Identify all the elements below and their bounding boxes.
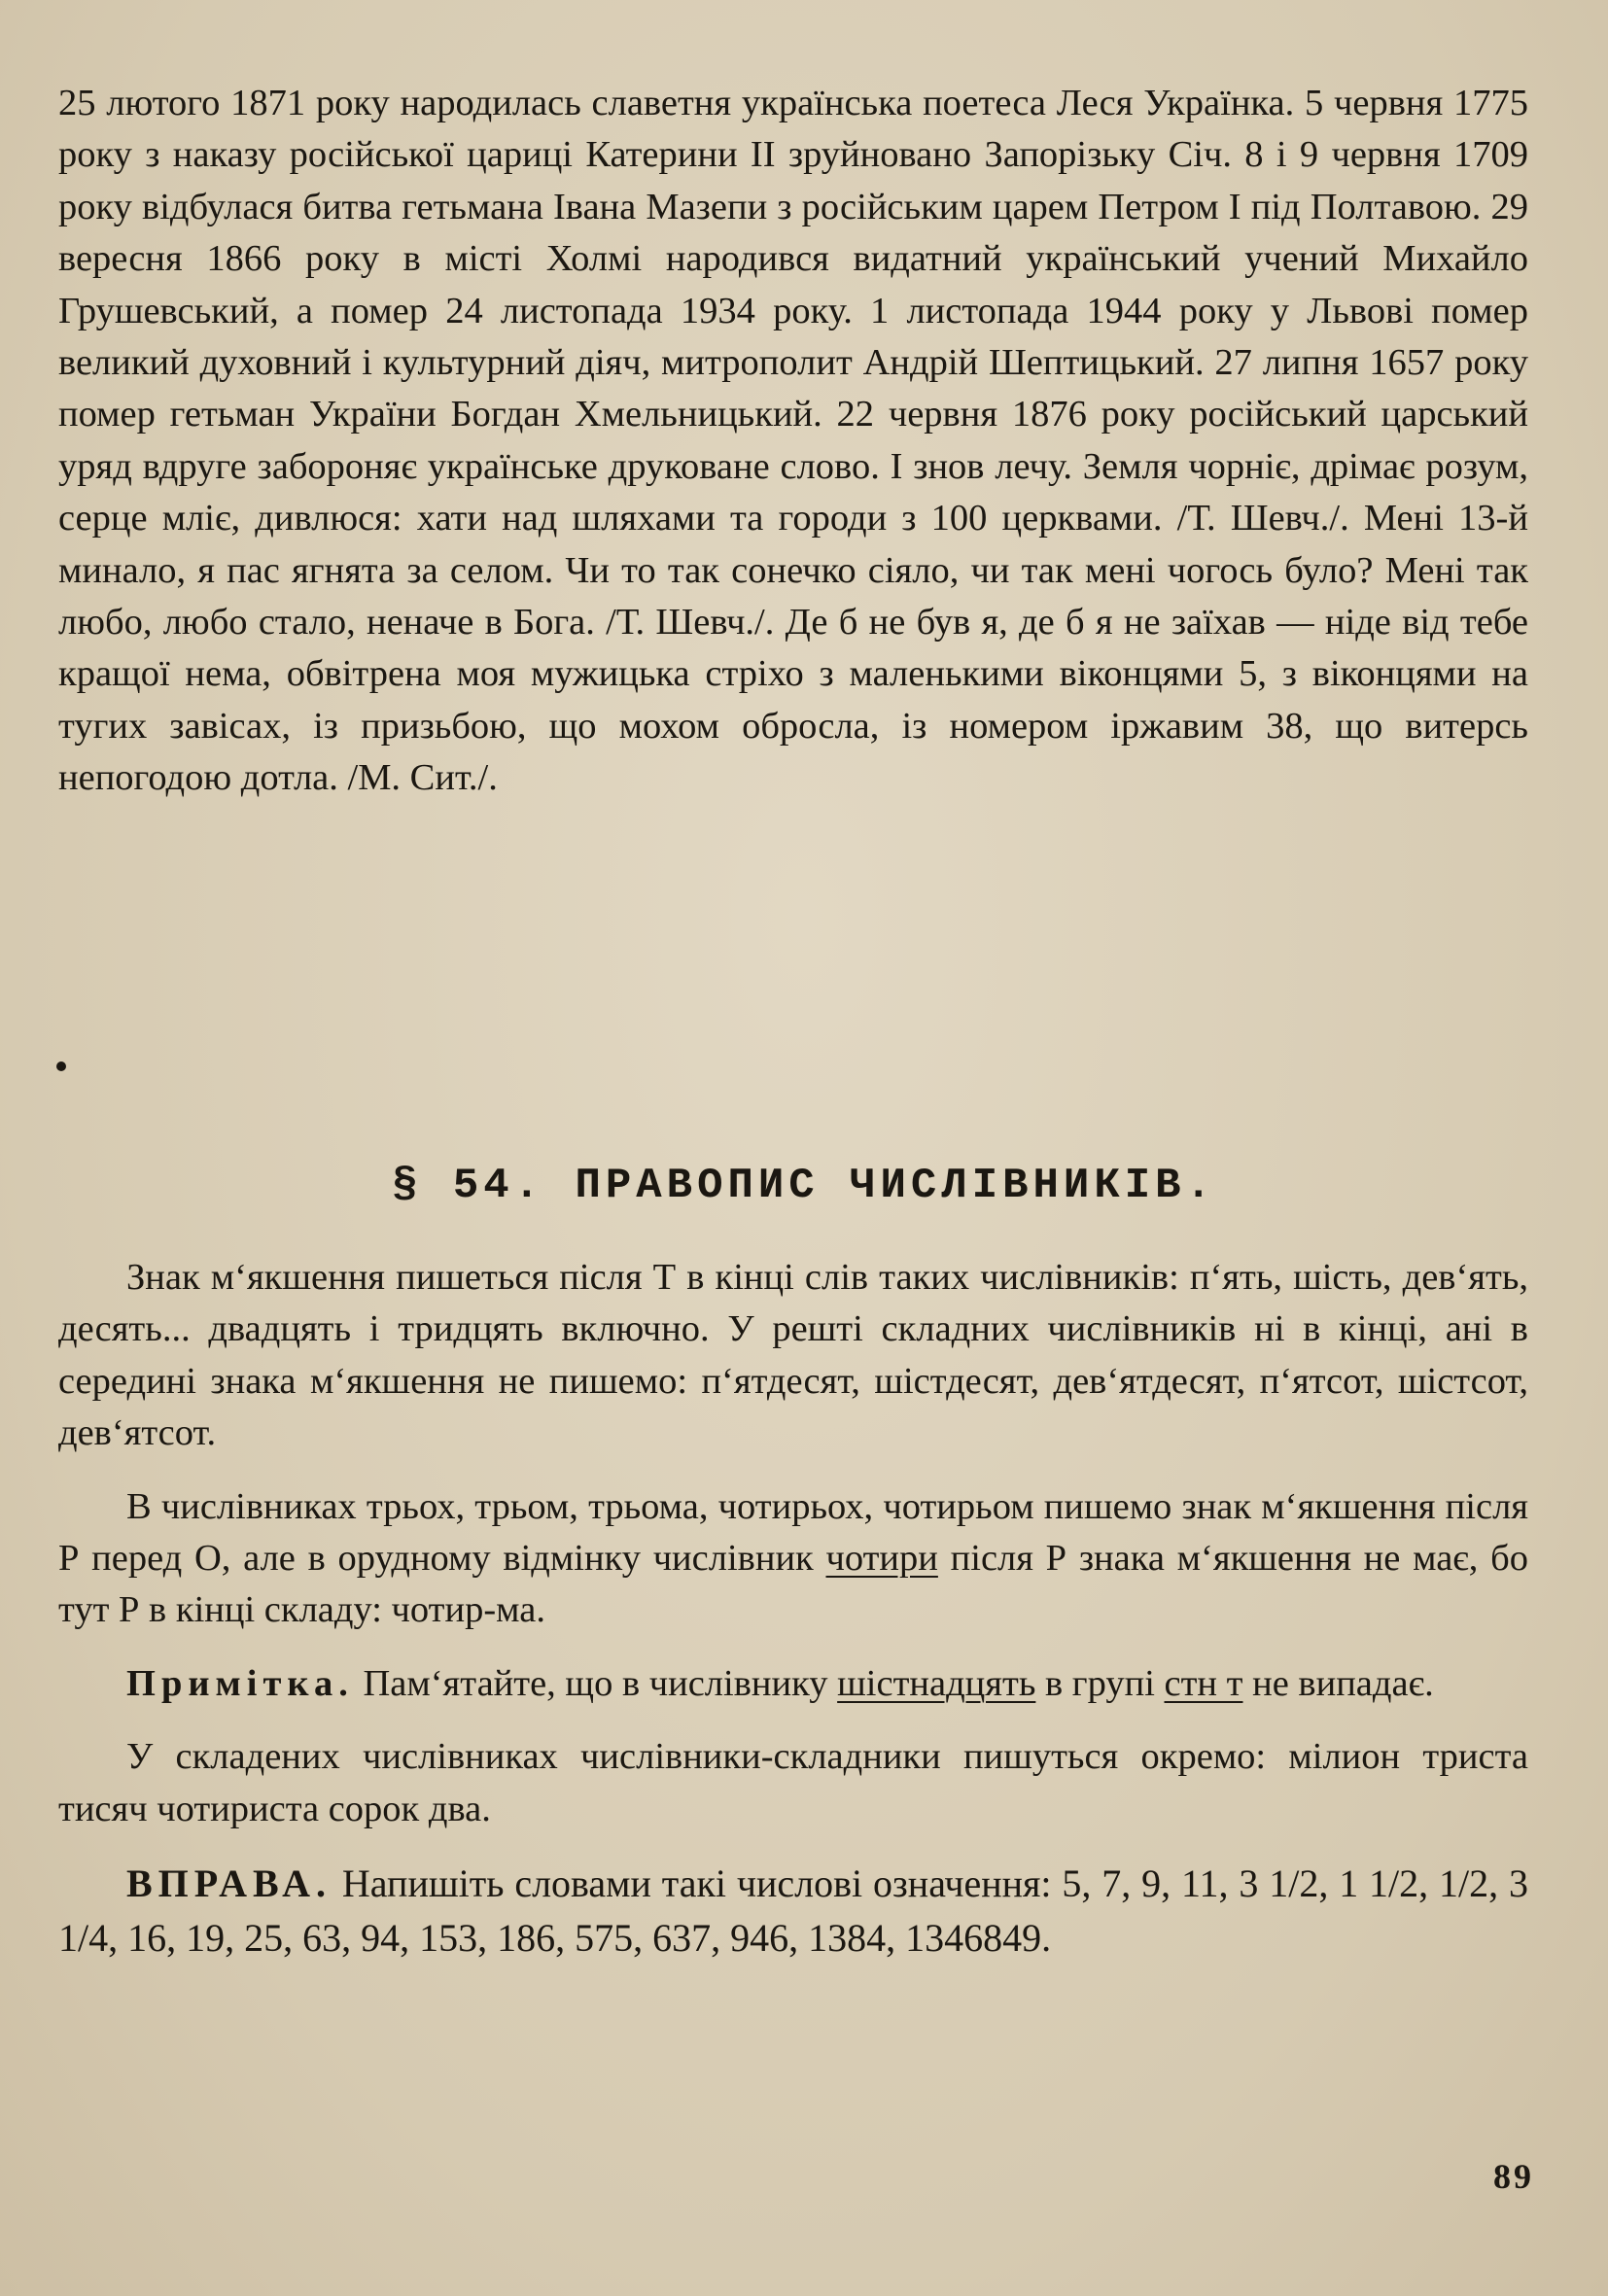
rule-paragraph-2-start: В числівниках трьох, трьом, трьома, чотирьох, чотирьом пишемо знак м‘якшення після Р перед О, але в орудному відмінку числівник (58, 1485, 1528, 1580)
exercise-paragraph (58, 1857, 1528, 1966)
exercise-text: Напишіть словами такі числові означення: 5, 7, 9, 11, 3 1/2, 1 1/2, 1/2, 3 1/4, 16, 19, 25, 63, 94, 153, 186, 575, 637, 946, 1384, 1346849. (58, 1861, 1529, 1961)
top-text-block (58, 78, 1528, 805)
rule-paragraph-1: Знак м‘якшення пишеться після Т в кінці слів таких числівників: п‘ять, шість, дев‘ять, десять... двадцять і тридцять включно. У решті складних числівників ні в кінці, ані в середині знака м‘якшення не пишемо: п‘ятдесят, шістдесят, дев‘ятдесят, п‘ятсот, шістсот, дев‘ятсот. (58, 1257, 1528, 1454)
rule-paragraph-2 (58, 1481, 1528, 1637)
page-number: 89 (1493, 2157, 1534, 2196)
rule-paragraph-2-end: після Р знака м‘якшення не має, бо тут Р в кінці складу: чотир-ма. (58, 1538, 1529, 1631)
note-text-end: не випадає. (1252, 1662, 1434, 1704)
underlined-word-chotyry: чотири (825, 1538, 938, 1580)
note-text-start: Пам‘ятайте, що в числівнику (363, 1662, 828, 1704)
rule-paragraph-3: У складених числівниках числівники-складники пишуться окремо: мілион триста тисяч чотириста сорок два. (58, 1736, 1528, 1829)
note-paragraph (58, 1658, 1528, 1710)
underlined-letter-group: стн т (1164, 1662, 1243, 1704)
underlined-word-shistnadtsiat: шістнадцять (837, 1662, 1036, 1704)
ink-dot (56, 1061, 66, 1071)
exercise-label: ВПРАВА. (126, 1861, 332, 1906)
top-paragraph: 25 лютого 1871 року народилась славетня українська поетеса Леся Українка. 5 червня 1775 року з наказу російської цариці Катерини II зруйновано Запорізьку Січ. 8 і 9 червня 1709 року відбулася битва гетьмана Івана Мазепи з російським царем Петром I під Полтавою. 29 вересня 1866 року в місті Холмі народився видатний український учений Михайло Грушевський, а помер 24 листопада 1934 року. 1 листопада 1944 року у Львові помер великий духовний і культурний діяч, митрополит Андрій Шептицький. 27 липня 1657 року помер гетьман України Богдан Хмельницький. 22 червня 1876 року російський царський уряд вдруге забороняє українське друковане слово. І знов лечу. Земля чорніє, дрімає розум, серце мліє, дивлюся: хати над шляхами та городи з 100 церквами. /Т. Шевч./. Мені 13-й минало, я пас ягнята за селом. Чи то так сонечко сіяло, чи так мені чогось було? Мені так любо, любо стало, неначе в Бога. /Т. Шевч./. Де б не був я, де б я не заїхав — ніде від тебе кращої нема, обвітрена моя мужицька стріхо з маленькими віконцями 5, з віконцями на тугих завісах, із призьбою, що мохом обросла, із номером іржавим 38, що витерсь непогодою дотла. /М. Сит./. (58, 83, 1528, 799)
section-body (58, 1252, 1528, 1987)
section-heading: § 54. ПРАВОПИС ЧИСЛІВНИКІВ. (392, 1162, 1216, 1210)
note-text-middle: в групі (1045, 1662, 1155, 1704)
note-label: Примітка. (126, 1662, 354, 1704)
